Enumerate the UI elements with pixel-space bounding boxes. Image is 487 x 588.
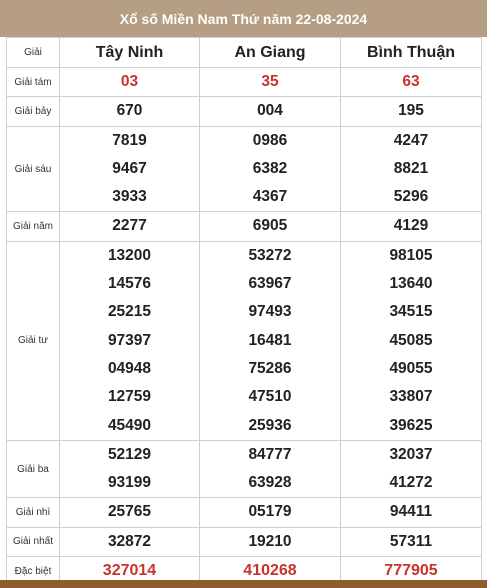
prize-number: 6905 [252, 217, 288, 235]
prize-number: 05179 [248, 503, 292, 521]
results-table [6, 37, 482, 586]
prize-number: 45490 [107, 416, 152, 434]
results-body [7, 68, 482, 586]
prize-cell [341, 97, 482, 126]
prize-label: Đặc biệt [7, 557, 60, 586]
prize-number: 4129 [393, 217, 429, 235]
prize-number: 6382 [252, 159, 288, 177]
prize-number: 410268 [243, 562, 297, 580]
prize-cell [341, 498, 482, 527]
prize-cell [200, 126, 341, 212]
prize-cell [60, 126, 200, 212]
prize-label: Giải tám [7, 68, 60, 97]
prize-number: 2277 [112, 217, 147, 235]
prize-cell [200, 68, 341, 97]
prize-number: 93199 [107, 474, 152, 492]
prize-number: 327014 [102, 562, 157, 580]
prize-number: 63967 [248, 275, 292, 293]
prize-cell [200, 440, 341, 498]
prize-cell [60, 498, 200, 527]
prize-cell [60, 241, 200, 440]
prize-number: 7819 [112, 131, 147, 149]
prize-number: 14576 [107, 275, 152, 293]
prize-row-giai-bay [7, 97, 482, 126]
prize-column-header: Giải [7, 38, 60, 68]
prize-number: 52129 [107, 445, 152, 463]
prize-number: 8821 [393, 159, 429, 177]
prize-row-giai-tam [7, 68, 482, 97]
prize-number: 12759 [107, 388, 152, 406]
prize-number: 45085 [389, 331, 433, 349]
prize-number: 25215 [107, 303, 152, 321]
prize-cell [341, 440, 482, 498]
prize-cell [200, 498, 341, 527]
prize-number: 0986 [252, 131, 288, 149]
results-title: Xổ số Miền Nam Thứ năm 22-08-2024 [0, 0, 487, 37]
prize-number: 3933 [112, 188, 147, 206]
province-header: Tây Ninh [60, 38, 200, 68]
prize-number: 49055 [389, 359, 433, 377]
prize-number: 16481 [248, 331, 292, 349]
prize-number: 03 [120, 73, 139, 90]
prize-number: 777905 [384, 562, 438, 580]
prize-cell [341, 126, 482, 212]
prize-row-giai-nam [7, 212, 482, 241]
prize-number: 13640 [389, 275, 433, 293]
prize-cell [341, 212, 482, 241]
prize-label: Giải bảy [7, 97, 60, 126]
prize-number: 39625 [389, 416, 433, 434]
prize-number: 63 [402, 73, 420, 90]
prize-number: 47510 [248, 388, 292, 406]
prize-number: 97397 [107, 331, 152, 349]
prize-number: 63928 [248, 474, 292, 492]
prize-label: Giải năm [7, 212, 60, 241]
prize-label: Giải ba [7, 440, 60, 498]
prize-number: 94411 [389, 503, 433, 521]
prize-number: 97493 [248, 303, 292, 321]
prize-cell [341, 241, 482, 440]
prize-number: 34515 [389, 303, 433, 321]
prize-number: 9467 [112, 159, 147, 177]
prize-row-giai-nhat [7, 527, 482, 556]
prize-label: Giải nhất [7, 527, 60, 556]
prize-cell [60, 440, 200, 498]
prize-cell [60, 527, 200, 556]
prize-number: 004 [257, 102, 283, 120]
prize-number: 195 [398, 102, 424, 120]
prize-cell [60, 68, 200, 97]
prize-number: 04948 [107, 359, 152, 377]
prize-cell [200, 97, 341, 126]
prize-number: 32037 [389, 445, 433, 463]
prize-number: 84777 [248, 445, 292, 463]
prize-number: 35 [261, 73, 279, 90]
prize-cell [200, 527, 341, 556]
prize-number: 25765 [107, 503, 152, 521]
province-header: An Giang [200, 38, 341, 68]
prize-cell [200, 212, 341, 241]
header-row [7, 38, 482, 68]
prize-number: 75286 [248, 359, 292, 377]
prize-row-giai-tu [7, 241, 482, 440]
prize-row-giai-ba [7, 440, 482, 498]
prize-row-giai-nhi [7, 498, 482, 527]
prize-number: 25936 [248, 416, 292, 434]
prize-number: 32872 [107, 532, 152, 550]
prize-number: 4247 [393, 131, 429, 149]
prize-label: Giải sáu [7, 126, 60, 212]
prize-cell [341, 68, 482, 97]
prize-number: 670 [116, 102, 143, 120]
prize-label: Giải tư [7, 241, 60, 440]
prize-cell [341, 527, 482, 556]
prize-number: 41272 [389, 474, 433, 492]
province-header: Bình Thuận [341, 38, 482, 68]
prize-row-giai-sau [7, 126, 482, 212]
prize-cell [60, 97, 200, 126]
prize-number: 53272 [248, 246, 292, 264]
prize-label: Giải nhì [7, 498, 60, 527]
prize-number: 13200 [107, 246, 152, 264]
prize-number: 98105 [389, 246, 433, 264]
prize-number: 5296 [393, 188, 429, 206]
bottom-bar [0, 580, 487, 588]
prize-number: 57311 [389, 532, 433, 550]
prize-number: 4367 [252, 188, 288, 206]
prize-number: 33807 [389, 388, 433, 406]
prize-cell [60, 212, 200, 241]
prize-cell [200, 241, 341, 440]
prize-number: 19210 [248, 532, 292, 550]
